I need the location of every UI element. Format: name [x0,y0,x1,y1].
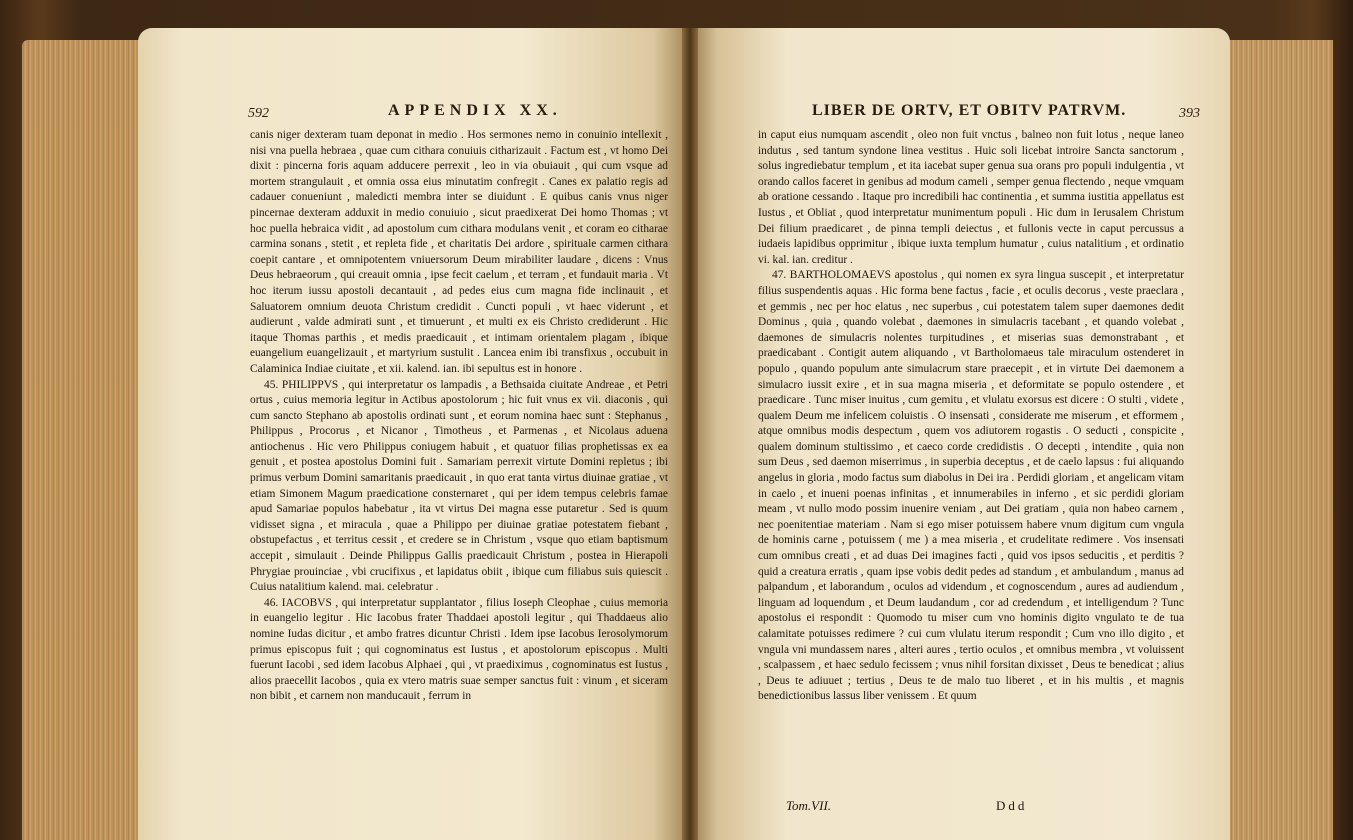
left-page-edges [22,40,142,840]
volume-signature: Tom.VII. [786,798,832,813]
left-paragraph: 45. PHILIPPVS , qui interpretatur os lampadis , a Bethsaida ciuitate Andreae , et Petri ortus , cuius memoria legitur in Actibus apostolorum ; hic fuit vnus ex vii. diaconis , qui cum sancto Stephano ab apostolis ordinati sunt , et eorum nomina haec sunt : Stephanus , Philippus , Procorus , et Nicanor , Timotheus , et Parmenas , et Nicolaus aduena antiochenus . Hic vero Philippus coniugem habuit , et quatuor filias prophetissas ex ea genuit , et postea apostolus Domini fuit . Samariam perrexit virtute Domini repletus ; ibi primus verbum Domini samaritanis praedicauit , in quo erat tanta virtus diuinae gratiae , vt etiam Simonem Magum praedicatione consternaret , qui per idem tempus celebris famae apud Samariae populos habebatur , ita vt virtus Dei magna esse putaretur . Sed is quum vidisset signa , et miracula , quae a Philippo per diuinae gratiae potestatem fiebant , obstupefactus , et territus cessit , et credere se in Christum , vsque quo etiam baptismum accepit , simulauit . Deinde Philippus Gallis praedicauit Christum , postea in Hierapoli Phrygiae prouinciae , vbi crucifixus , et lapidatus obiit , ibique cum filiabus suis quiescit . Cuius natalitium kalend. mai. celebratur . [250,378,668,594]
left-running-title: APPENDIX XX. [388,102,562,119]
left-page-body [250,128,668,778]
book-gutter [682,28,698,840]
left-paragraph: 46. IACOBVS , qui interpretatur supplantator , filius Ioseph Cleophae , cuius memoria in euangelio legitur . Hic Iacobus frater Thaddaei apostoli legitur , qui Thaddaeus alio nomine Iudas dicitur , et ambo fratres dicuntur Christi . Idem ipse Iacobus Ierosolymorum primus episcopus fuit ; qui cognominatus est Iustus , et apostolorum episcopus . Multi fuerunt Iacobi , sed idem Iacobus Alphaei , qui , vt praediximus , cognominatus est Iustus , alios praecellit Iacobos , quia ex vtero matris suae semper sanctus fuit : vinum , et siceram non bibit , et carnem non manducauit , ferrum in [250,596,668,703]
right-page-body [758,128,1184,778]
left-paragraph: canis niger dexteram tuam deponat in medio . Hos sermones nemo in conuinio intellexit , nisi vna puella hebraea , quae cum cithara conuiuis citharizauit . Factum est , vt homo Dei dixit : pincerna foris aquam adducere perrexit , leo in via obuiauit , qui cum vsque ad mortem strangulauit , et omnia ossa eius minutatim confregit . Canes ex palatio regis ad cadauer conueniunt , maledicti membra inter se diuidunt . E quibus canis vnus niger pincernae dexteram adduxit in medio conuiuio , sicut praedixerat Dei homo Thomas ; vt hoc puella hebraica vidit , ad apostolum cum cithara modulans venit , et coram eo citharae carmina sonans , stetit , et repleta fide , et charitatis Dei ardore , spirituale carmen cithara coepit cantare , et omnipotentem vniuersorum Deum mirabiliter laudare , dicens : Vnus Deus hebraeorum , qui creauit omnia , ipse fecit caelum , et terram , et fundauit maria . Vt hoc iterum iussu apostoli decantauit , ad pedes eius cum magna fide inclinauit , et Saluatorem omnium deuota Christum credidit . Cuncti populi , vt haec viderunt , et audierunt , valde admirati sunt , et timuerunt , et multi ex eis Christo crediderunt . Hic itaque Thomas parthis , et medis praedicauit , et intimam orientalem plagam , ibique euangelium euangelizauit , et martyrium sustulit . Lancea enim ibi transfixus , occubuit in Calaminica Indiae ciuitate , et xii. kalend. ian. ibi sepultus est in honore . [250,129,668,375]
right-running-title: LIBER DE ORTV, ET OBITV PATRVM. [812,102,1127,119]
left-page-header [248,98,668,124]
left-page [138,28,686,840]
right-page [690,28,1230,840]
right-page-header [812,98,1212,124]
right-page-number: 393 [1179,106,1200,121]
right-page-edges [1215,40,1333,840]
gathering-mark: Ddd [996,798,1028,813]
right-paragraph: 47. BARTHOLOMAEVS apostolus , qui nomen ex syra lingua suscepit , et interpretatur filius suspendentis aquas . Hic forma bene factus , facie , et oculis decorus , veste praeclara , et gemmis , nec per hoc elatus , nec superbus , cui potestatem talem super daemones dedit Dominus , quia , quando volebat , daemones in simulacris tacebant , et quando volebat , daemones de simulacris nolentes turpitudines , et miserias suas demonstrabant , et praedicabant . Contigit autem aliquando , vt Bartholomaeus tale miraculum ostenderet in populo , quando populum ante simulacrum stare praecepit , et in virtute Dei daemonem a simulacro iussit exire , et in sua magna miseria , et deformitate se populo ostendere , et praedicare . Tunc miser inuitus , cum gemitu , et vlulatu exorsus est dicere : O stulti , videte , qualem Deum me infelicem coluistis . O insensati , considerate me miserum , et efformem , atque omnibus modis despectum , quem vos adiutorem rogastis . O seducti , conspicite , qualem dominum stultissimo , et caeco corde credidistis . O decepti , intendite , quia non sum Deus , sed daemon miserrimus , in superbia deceptus , et de caelo lapsus : fui aliquando angelus in gloria , modo factus sum diabolus in Dei ira . Perdidi gloriam , et angelicam vitam in caelo , et inueni poenas infinitas , et innumerabiles in inferno , et sic perdidi gloriam meam , vt nullo modo possim inuenire veniam , aut Dei gratiam , quia non habeo carnem , nec poenitentiae materiam . Nam si ego miser potuissem habere vnum digitum cum vngula de hominis carne , potuissem ( me ) a mea miseria , et crudelitate redimere . Vos insensati cum omnibus creati , et ad duas Dei imagines facti , quid vos ipsos seducitis , et perditis ? quid a creatura erratis , quam ipse vobis dedit pedes ad standum , et ambulandum , manus ad palpandum , et laborandum , oculos ad videndum , et cognoscendum , aures ad audiendum , linguam ad loquendum , et Deum laudandum , cor ad credendum , et intelligendum ? Tunc apostolus ei respondit : Quomodo tu miser cum vno hominis digito vngulato te de tua calamitate potuisses redimere ? cui cum vlulatu iterum respondit ; Cum vno illo digito , et vngula vni mundassem nares , alteri aures , tertio oculos , et omnibus membra , vt voluissent , scalpassem , et haec sedulo fecissem ; vnus nihil forsitan dixisset , Deus te benedicat ; alius , Deus te adiuuet ; tertius , Deus te de malo tuo liberet , et in his multis , et magnis benedictionibus lassus liber venissem . Et quum [758,269,1184,703]
right-paragraph: in caput eius numquam ascendit , oleo non fuit vnctus , balneo non fuit lotus , neque laneo indutus , sed tantum syndone linea vestitus . Huic soli licebat introire Sancta sanctorum , solus ingrediebatur templum , et ita iacebat super genua sua orans pro populi indulgentia , vt orando callos faceret in genibus ad modum cameli , semper genua flectendo , neque vmquam ab oratione cessando . Itaque pro incredibili hac continentia , et summa iustitia appellatus est Iustus , et Obliat , quod interpretatur munimentum populi . Hic dum in Ierusalem Christum Dei filium praedicaret , de pinna templi deiectus , et fullonis vecte in caput percussus a iudaeis lapidibus opprimitur , ibique iuxta templum humatur , cuius natalitium , et ordinatio vi. kal. ian. creditur . [758,129,1184,266]
left-page-number: 592 [248,106,269,121]
